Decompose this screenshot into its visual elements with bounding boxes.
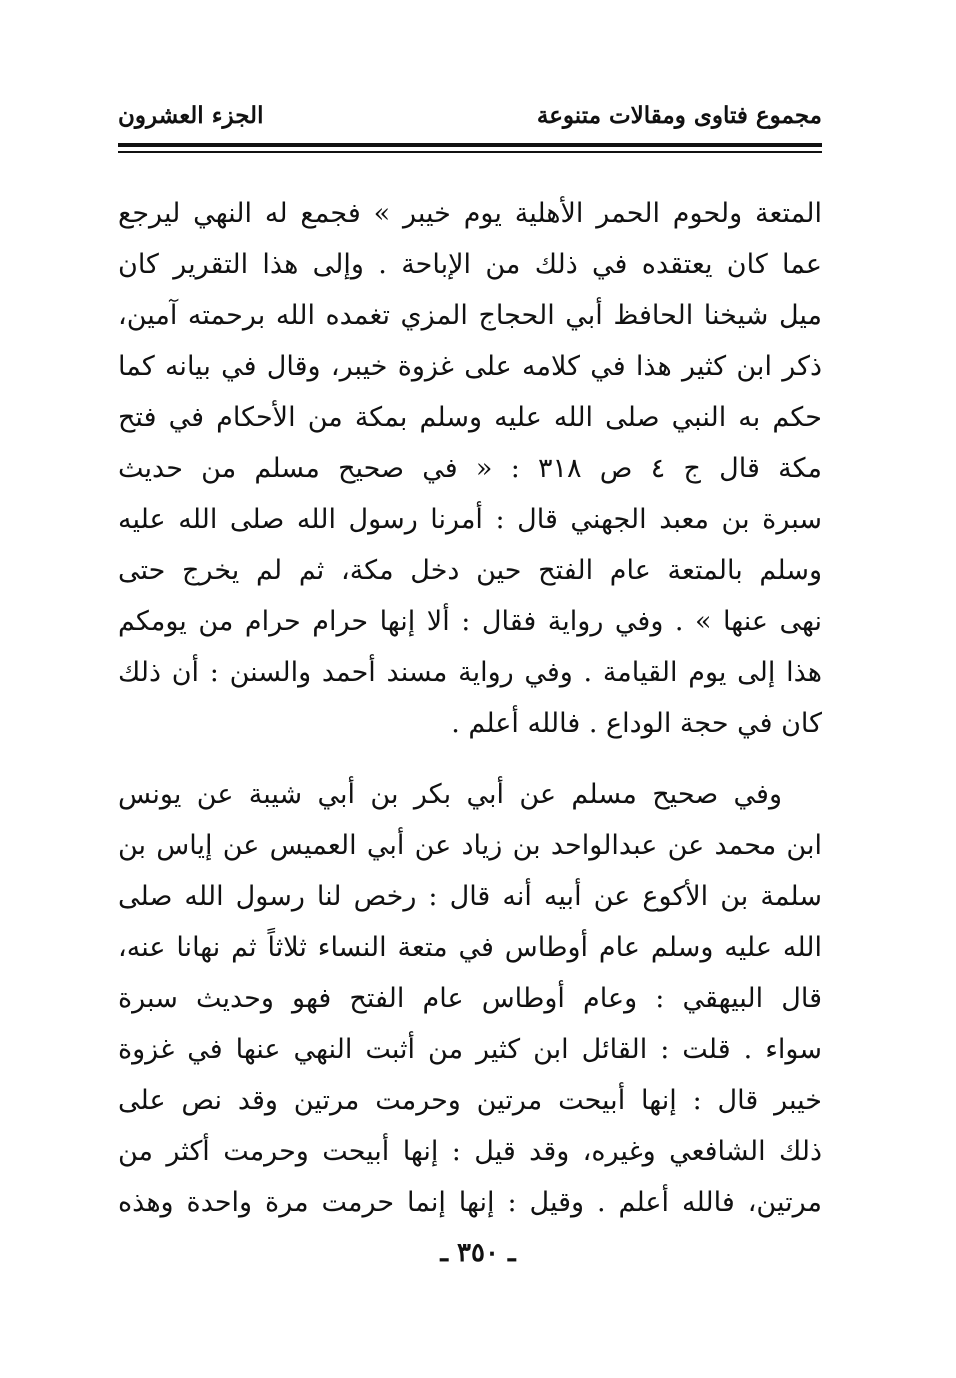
text-line: سواء . قلت : القائل ابن كثير من أثبت النهي عنها في غزوة: [118, 1034, 822, 1065]
text-line: حكم به النبي صلى الله عليه وسلم بمكة من الأحكام في فتح: [118, 402, 822, 433]
text-line: سبرة بن معبد الجهني قال : أمرنا رسول الله صلى الله عليه: [118, 504, 822, 535]
header-rule-thin: [118, 151, 822, 153]
paragraph-gap: [118, 749, 822, 769]
book-title: مجموع فتاوى ومقالات متنوعة: [536, 102, 822, 129]
text-line: مكة قال ج ٤ ص ٣١٨ : « في صحيح مسلم من حديث: [118, 453, 822, 484]
text-line: ميل شيخنا الحافظ أبي الحجاج المزي تغمده الله برحمته آمين،: [118, 300, 822, 331]
text-line: سلمة بن الأكوع عن أبيه أنه قال : رخص لنا رسول الله صلى: [118, 881, 822, 912]
page-number: ـ ٣٥٠ ـ: [440, 1238, 516, 1268]
text-line: نهى عنها » . وفي رواية فقال : ألا إنها حرام حرام من يومكم: [118, 606, 822, 637]
page-body: [118, 188, 822, 1228]
text-line: قال البيهقي : وعام أوطاس عام الفتح فهو وحديث سبرة: [118, 983, 822, 1014]
text-line: وفي صحيح مسلم عن أبي بكر بن أبي شيبة عن يونس: [118, 779, 782, 810]
text-line: ذلك الشافعي وغيره، وقد قيل : إنها أبيحت وحرمت أكثر من: [118, 1136, 822, 1167]
text-line: الله عليه وسلم عام أوطاس في متعة النساء ثلاثاً ثم نهانا عنه،: [118, 932, 822, 963]
paragraph-1: [118, 188, 822, 749]
header-rule-thick: [118, 143, 822, 147]
text-line: كان في حجة الوداع . فالله أعلم .: [451, 708, 822, 739]
text-line: هذا إلى يوم القيامة . وفي رواية مسند أحمد والسنن : أن ذلك: [118, 657, 822, 688]
paragraph-2: [118, 769, 822, 1228]
text-line: وسلم بالمتعة عام الفتح حين دخل مكة، ثم لم يخرج حتى: [118, 555, 822, 586]
text-line: عما كان يعتقده في ذلك من الإباحة . وإلى هذا التقرير كان: [118, 249, 822, 280]
text-line: مرتين، فالله أعلم . وقيل : إنها إنما حرمت مرة واحدة وهذه: [118, 1187, 822, 1218]
running-header: [118, 98, 822, 138]
text-line: ابن محمد عن عبدالواحد بن زياد عن أبي العميس عن إياس بن: [118, 830, 822, 861]
text-line: المتعة ولحوم الحمر الأهلية يوم خيبر » فجمع له النهي ليرجع: [118, 198, 822, 229]
text-line: خيبر قال : إنها أبيحت مرتين وحرمت مرتين وقد نص على: [118, 1085, 822, 1116]
text-line: ذكر ابن كثير هذا في كلامه على غزوة خيبر، وقال في بيانه كما: [118, 351, 822, 382]
volume-label: الجزء العشرون: [118, 102, 264, 129]
